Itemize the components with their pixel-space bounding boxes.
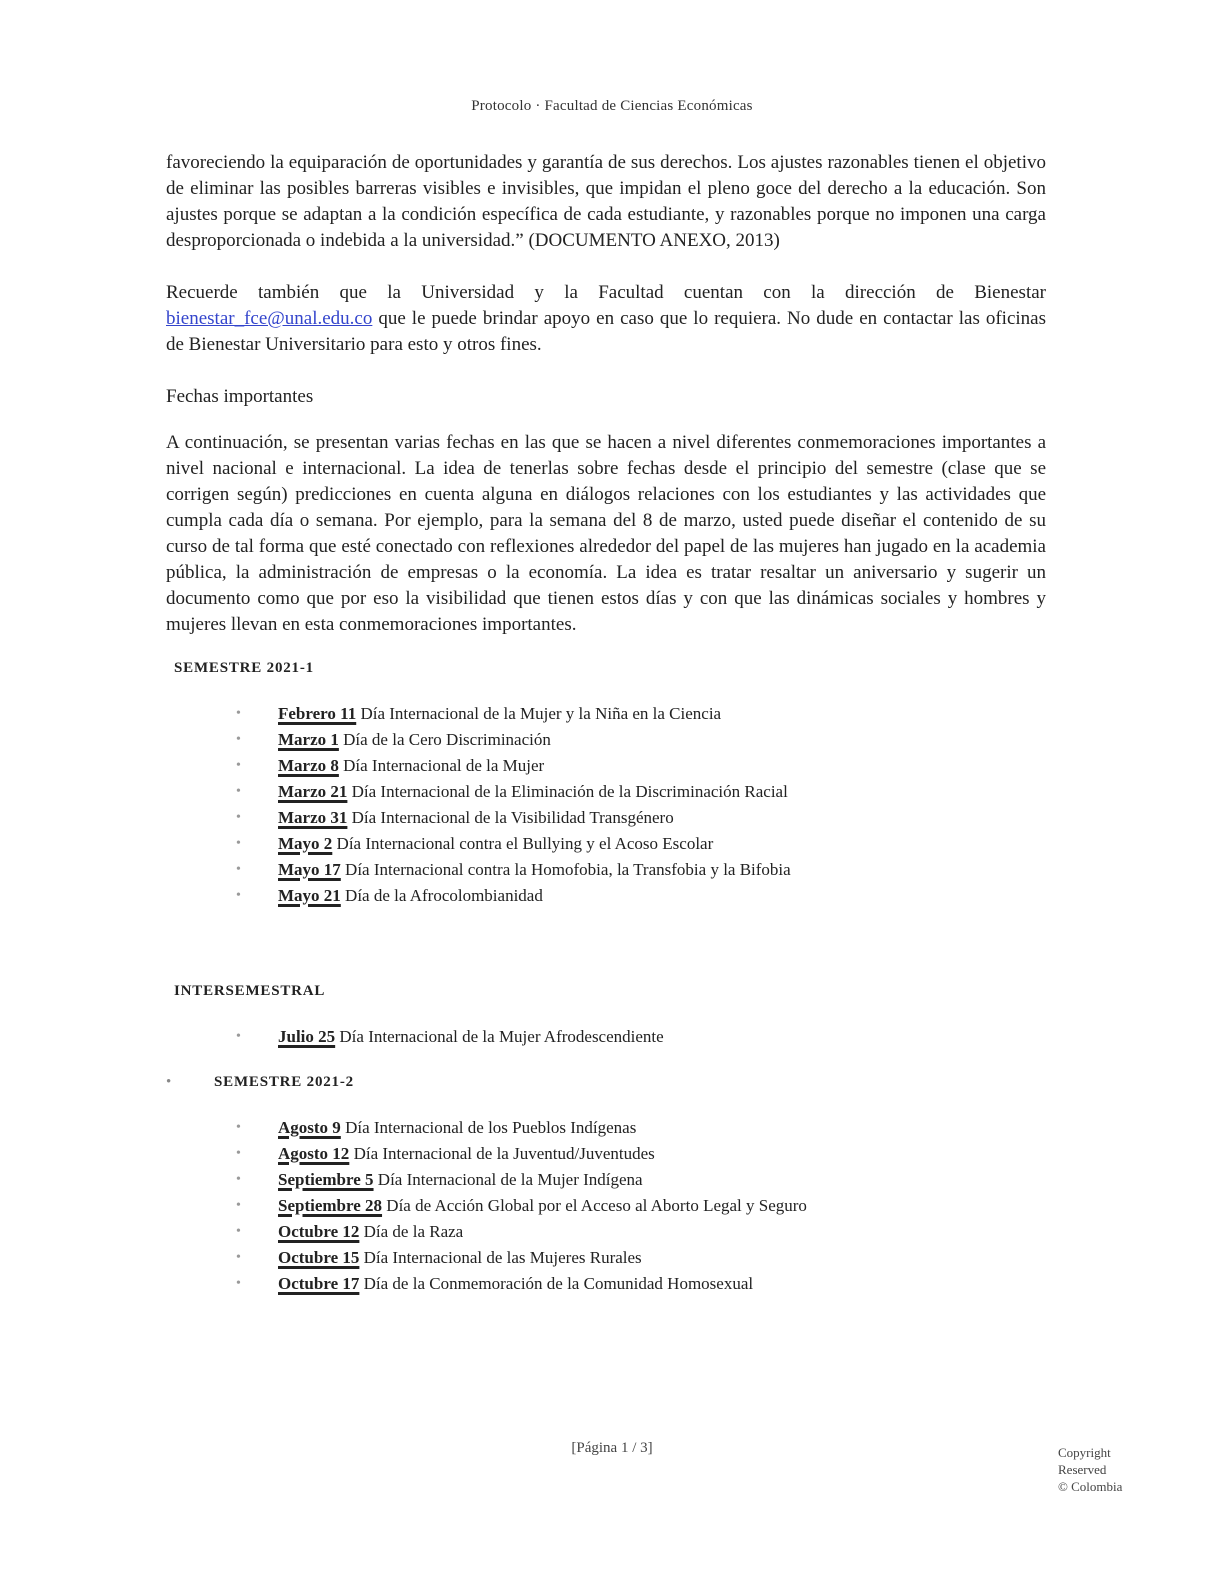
section-spacer [166,933,1046,979]
bullet-icon: • [236,758,241,773]
date-label: Marzo 8 [278,756,339,775]
date-label: Septiembre 5 [278,1170,374,1189]
semester-2-heading-text: SEMESTRE 2021-2 [214,1074,354,1090]
date-label: Agosto 9 [278,1118,341,1137]
date-description: Día Internacional contra el Bullying y el Acoso Escolar [336,834,714,853]
paragraph-bienestar-text: Recuerde también que la Universidad y la Facultad cuentan con la dirección de Bienestar [166,282,1046,303]
bullet-icon: • [236,1198,241,1213]
date-label: Febrero 11 [278,704,357,723]
date-description: Día Internacional de la Mujer Afrodescendiente [339,1027,664,1046]
copyright-line: © Colombia [1058,1479,1123,1494]
date-description: Día Internacional de la Eliminación de la Discriminación Racial [351,782,788,801]
bullet-icon: • [236,784,241,799]
paragraph-important-dates: A continuación, se presentan varias fechas en las que se hacen a nivel diferentes conmemoraciones importantes a nivel nacional e internacional. La idea de tenerlas sobre fechas desde el principio del semestre (clase que se corrigen según) predicciones en cuenta alguna en diálogos relaciones con los estudiantes y las actividades que cumpla cada día o semana. Por ejemplo, para la semana del 8 de marzo, usted puede diseñar el contenido de su curso de tal forma que esté conectado con reflexiones alrededor del papel de las mujeres han jugado en la academia pública, la administración de empresas o la economía. La idea es tratar resaltar un aniversario y sugerir un documento como que por eso la visibilidad que tienen estos días y con que las dinámicas sociales y hombres y mujeres llevan en esta conmemoraciones importantes. [166,432,1046,635]
bullet-icon: • [236,1250,241,1265]
date-label: Julio 25 [278,1027,336,1046]
list-item [236,727,1046,753]
bullet-icon: • [236,1146,241,1161]
page-number: [Página 1 / 3] [571,1440,653,1456]
semester-2-heading [166,1074,1046,1091]
list-item [236,1115,1046,1141]
date-description: Día Internacional contra la Homofobia, la Transfobia y la Bifobia [345,860,791,879]
bullet-icon: • [236,1172,241,1187]
list-item [236,1167,1046,1193]
important-dates-heading: Fechas importantes [166,386,314,407]
date-description: Día Internacional de la Mujer y la Niña en la Ciencia [360,704,722,723]
date-label: Octubre 17 [278,1274,360,1293]
semester-1-heading: SEMESTRE 2021-1 [174,660,314,676]
date-description: Día de Acción Global por el Acceso al Aborto Legal y Seguro [386,1196,807,1215]
date-label: Octubre 12 [278,1222,360,1241]
date-description: Día Internacional de la Mujer [343,756,545,775]
list-item [236,1141,1046,1167]
bienestar-email-link[interactable]: bienestar_fce@unal.edu.co [166,308,373,329]
document-body [166,150,1046,1321]
date-description: Día de la Afrocolombianidad [345,886,543,905]
list-item [236,831,1046,857]
bullet-icon: • [236,732,241,747]
bullet-icon: • [236,862,241,877]
copyright-notice [1058,1444,1178,1495]
list-item [236,1193,1046,1219]
list-item [236,1024,1046,1050]
list-item [236,857,1046,883]
date-label: Marzo 21 [278,782,348,801]
list-item [236,779,1046,805]
bullet-icon: • [166,1074,173,1090]
bullet-icon: • [236,706,241,721]
date-description: Día Internacional de las Mujeres Rurales [363,1248,642,1267]
list-item [236,805,1046,831]
bullet-icon: • [236,1224,241,1239]
semester-2-list [166,1115,1046,1297]
intersemestral-heading: INTERSEMESTRAL [174,983,326,999]
bullet-icon: • [236,836,241,851]
paragraph-bienestar-text-after: que le puede brindar apoyo en caso que lo requiera. No dude en contactar las oficinas de Bienestar Universitario para esto y otros fines. [166,308,1046,355]
intersemestral-list [166,1024,1046,1050]
date-description: Día de la Cero Discriminación [343,730,551,749]
date-label: Agosto 12 [278,1144,350,1163]
date-label: Marzo 31 [278,808,348,827]
date-label: Mayo 17 [278,860,341,879]
date-label: Mayo 2 [278,834,333,853]
date-label: Marzo 1 [278,730,339,749]
date-description: Día Internacional de los Pueblos Indígenas [345,1118,637,1137]
bullet-icon: • [236,1276,241,1291]
date-label: Mayo 21 [278,886,341,905]
list-item [236,701,1046,727]
paragraph-bienestar [166,280,1046,358]
copyright-line: Copyright [1058,1445,1111,1460]
date-description: Día Internacional de la Mujer Indígena [377,1170,643,1189]
bullet-icon: • [236,1029,241,1044]
date-label: Octubre 15 [278,1248,360,1267]
semester-1-list [166,701,1046,909]
date-description: Día Internacional de la Juventud/Juventudes [353,1144,655,1163]
list-item [236,883,1046,909]
list-item [236,1219,1046,1245]
date-description: Día Internacional de la Visibilidad Transgénero [351,808,674,827]
date-label: Septiembre 28 [278,1196,383,1215]
list-item [236,1245,1046,1271]
date-description: Día de la Raza [363,1222,464,1241]
bullet-icon: • [236,888,241,903]
copyright-line: Reserved [1058,1462,1107,1477]
list-item [236,753,1046,779]
bullet-icon: • [236,1120,241,1135]
bullet-icon: • [236,810,241,825]
list-item [236,1271,1046,1297]
running-header: Protocolo · Facultad de Ciencias Económicas [471,98,753,114]
date-description: Día de la Conmemoración de la Comunidad Homosexual [363,1274,754,1293]
paragraph-reasonable-adjustments: favoreciendo la equiparación de oportunidades y garantía de sus derechos. Los ajustes razonables tienen el objetivo de eliminar las posibles barreras visibles e invisibles, que impidan el pleno goce del derecho a la educación. Son ajustes porque se adaptan a la condición específica de cada estudiante, y razonables porque no imponen una carga desproporcionada o indebida a la universidad.” (DOCUMENTO ANEXO, 2013) [166,152,1046,251]
